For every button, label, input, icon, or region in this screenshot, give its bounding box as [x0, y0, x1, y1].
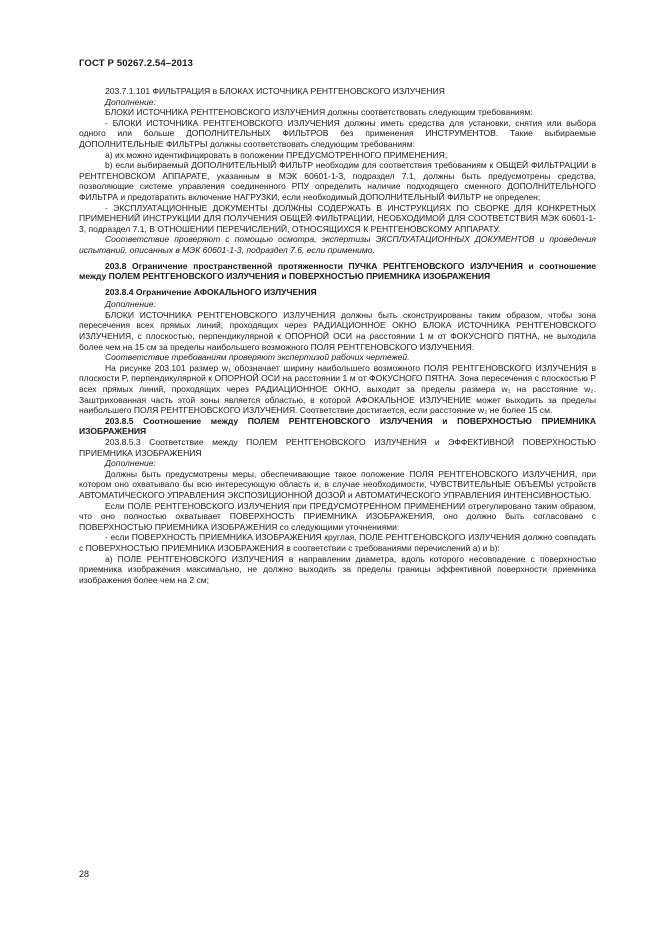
paragraph: 203.7.1.101 ФИЛЬТРАЦИЯ в БЛОКАХ ИСТОЧНИКА РЕНТГЕНОВСКОГО ИЗЛУЧЕНИЯ	[105, 86, 445, 96]
paragraph: 203.8.5.3 Соответствие между ПОЛЕМ РЕНТГЕНОВСКОГО ИЗЛУЧЕНИЯ и ЭФФЕКТИВНОЙ ПОВЕРХНОСТЬЮ ПРИЕМНИКА ИЗОБРАЖЕНИЯ	[79, 437, 596, 458]
paragraph: БЛОКИ ИСТОЧНИКА РЕНТГЕНОВСКОГО ИЗЛУЧЕНИЯ должны быть сконструированы таким образом, чтобы зона пересечения всех прямых линий, проходящих через РАДИАЦИОННОЕ ОКНО БЛОКА ИСТОЧНИКА РЕНТГЕНОВСКОГО ИЗЛУЧЕНИЯ, с плоскостью, перпендикулярной к ОПОРНОЙ ОСИ на расстоянии 1 м от ФОКУСНОГО ПЯТНА, не выходила более чем на 15 см за пределы наибольшего возможного ПОЛЯ РЕНТГЕНОВСКОГО ИЗЛУЧЕНИЯ.	[79, 309, 596, 352]
paragraph: а) ПОЛЕ РЕНТГЕНОВСКОГО ИЗЛУЧЕНИЯ в направлении диаметра, вдоль которого несовпадение с поверхностью приемника изображения максимально, не должно выходить за пределы границы эффективной поверхности приемника изображения более чем на 2 см;	[79, 553, 596, 585]
paragraph: Дополнение:	[105, 299, 156, 310]
paragraph: Если ПОЛЕ РЕНТГЕНОВСКОГО ИЗЛУЧЕНИЯ при ПРЕДУСМОТРЕННОМ ПРИМЕНЕНИИ отрегулировано таким образом, что оно полностью охватывает ПОВЕРХНОСТЬ ПРИЕМНИКА ИЗОБРАЖЕНИЯ, оно должно быть согласовано с ПОВЕРХНОСТЬЮ ПРИЕМНИКА ИЗОБРАЖЕНИЯ со следующими уточнениями:	[79, 500, 596, 532]
section-heading: 203.8.4 Ограничение АФОКАЛЬНОГО ИЗЛУЧЕНИЯ	[105, 286, 317, 297]
page-number: 28	[79, 869, 90, 879]
paragraph: Должны быть предусмотрены меры, обеспечивающие такое положение ПОЛЯ РЕНТГЕНОВСКОГО ИЗЛУЧЕНИЯ, при котором оно охватывало бы всю интересующую область и, в случае необходимости, ЧУВСТВИТЕЛЬНЫЕ ОБЪЕМЫ устройств АВТОМАТИЧЕСКОГО УПРАВЛЕНИЯ ЭКСПОЗИЦИОННОЙ ДОЗОЙ и АВТОМАТИЧЕСКОГО УПРАВЛЕНИЯ ИНТЕНСИВНОСТЬЮ.	[79, 468, 596, 500]
paragraph: Дополнение:	[105, 96, 156, 107]
paragraph: - БЛОКИ ИСТОЧНИКА РЕНТГЕНОВСКОГО ИЗЛУЧЕНИЯ должны иметь средства для установки, снятия или выбора одного или больше ДОПОЛНИТЕЛЬНЫХ ФИЛЬТРОВ без применения ИНСТРУМЕНТОВ. Такие выбираемые ДОПОЛНИТЕЛЬНЫЕ ФИЛЬТРЫ должны соответствовать следующим требованиям:	[79, 117, 596, 149]
paragraph: - если ПОВЕРХНОСТЬ ПРИЕМНИКА ИЗОБРАЖЕНИЯ круглая, ПОЛЕ РЕНТГЕНОВСКОГО ИЗЛУЧЕНИЯ должно совпадать с ПОВЕРХНОСТЬЮ ПРИЕМНИКА ИЗОБРАЖЕНИЯ в соответствии с требованиями перечислений а) и b):	[79, 532, 596, 553]
document-body	[79, 86, 596, 585]
paragraph: БЛОКИ ИСТОЧНИКА РЕНТГЕНОВСКОГО ИЗЛУЧЕНИЯ должны соответствовать следующим требованиям:	[105, 107, 533, 118]
paragraph: b) если выбираемый ДОПОЛНИТЕЛЬНЫЙ ФИЛЬТР необходим для соответствия требованиям к ОБЩЕЙ ФИЛЬТРАЦИИ в РЕНТГЕНОВСКОМ АППАРАТЕ, указанным в МЭК 60601-1-3, подраздел 7.1, должны быть предусмотрены средства, позволяющие системе управления соединенного РПУ определить наличие подходящего сменного ДОПОЛНИТЕЛЬНОГО ФИЛЬТРА и предотвратить включение НАГРУЗКИ, если необходимый ДОПОЛНИТЕЛЬНЫЙ ФИЛЬТР не определен;	[79, 160, 596, 202]
section-heading: 203.8 Ограничение пространственной протяженности ПУЧКА РЕНТГЕНОВСКОГО ИЗЛУЧЕНИЯ и соотношение между ПОЛЕМ РЕНТГЕНОВСКОГО ИЗЛУЧЕНИЯ и ПОВЕРХНОСТЬЮ ПРИЕМНИКА ИЗОБРАЖЕНИЯ	[79, 260, 596, 282]
section-heading: 203.8.5 Соотношение между ПОЛЕМ РЕНТГЕНОВСКОГО ИЗЛУЧЕНИЯ и ПОВЕРХНОСТЬЮ ПРИЕМНИКА ИЗОБРАЖЕНИЯ	[79, 415, 596, 437]
paragraph: Соответствие проверяют с помощью осмотра, экспертизы ЭКСПЛУАТАЦИОННЫХ ДОКУМЕНТОВ и проведения испытаний, описанных в МЭК 60601-1-3, подраздел 7.6, если применимо.	[79, 234, 596, 255]
paragraph: На рисунке 203.101 размер w₁ обозначает ширину наибольшего возможного ПОЛЯ РЕНТГЕНОВСКОГО ИЗЛУЧЕНИЯ в плоскости P, перпендикулярной к ОПОРНОЙ ОСИ на расстоянии 1 м от ФОКУСНОГО ПЯТНА. Зона пересечения с плоскостью P всех прямых линий, проходящих через РАДИАЦИОННОЕ ОКНО, выходит за пределы размера w₁ на расстояние w₂. Заштрихованная часть этой зоны является областью, в которой АФОКАЛЬНОЕ ИЗЛУЧЕНИЕ может выходить за пределы наибольшего ПОЛЯ РЕНТГЕНОВСКОГО ИЗЛУЧЕНИЯ. Соответствие достигается, если расстояние w₂ не более 15 см.	[79, 362, 596, 416]
document-header: ГОСТ Р 50267.2.54–2013	[79, 58, 193, 69]
paragraph: Соответствие требованиям проверяют экспертизой рабочих чертежей.	[105, 352, 410, 363]
paragraph: - ЭКСПЛУАТАЦИОННЫЕ ДОКУМЕНТЫ ДОЛЖНЫ СОДЕРЖАТЬ В ИНСТРУКЦИЯХ ПО СБОРКЕ ДЛЯ КОНКРЕТНЫХ ПРИМЕНЕНИЙ ИНСТРУКЦИИ ДЛЯ ПОЛУЧЕНИЯ ОБЩЕЙ ФИЛЬТРАЦИИ, НЕОБХОДИМОЙ ДЛЯ СООТВЕТСТВИЯ МЭК 60601-1-3, подраздел 7.1, В ОТНОШЕНИИ ПЕРЕЧИСЛЕНИЙ, ОТНОСЯЩИХСЯ К РЕНТГЕНОВСКОМУ АППАРАТУ.	[79, 202, 596, 234]
paragraph: Дополнение:	[105, 458, 156, 469]
paragraph: а) их можно идентифицировать в положении ПРЕДУСМОТРЕННОГО ПРИМЕНЕНИЯ;	[105, 149, 448, 160]
